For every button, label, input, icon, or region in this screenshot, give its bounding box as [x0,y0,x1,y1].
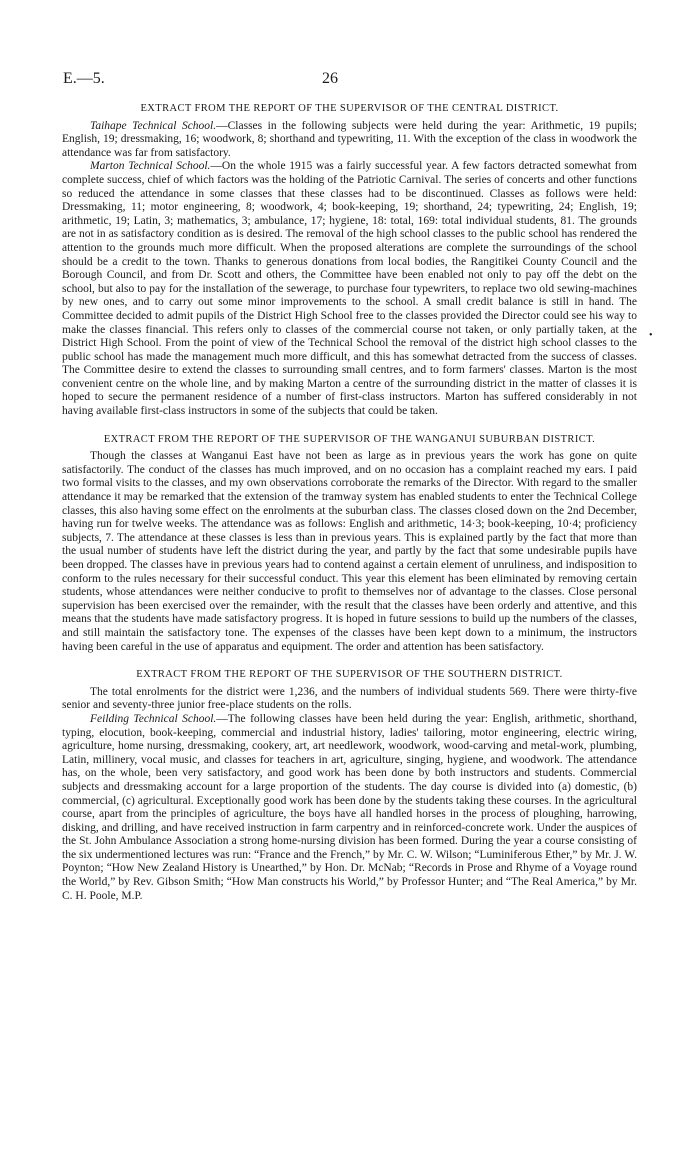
paragraph-marton [62,160,637,418]
paragraph-lead: Taihape Technical School. [90,119,217,132]
page-number: 26 [322,70,338,87]
paragraph-text: —Classes in the following subjects were held during the year: Arithmetic, 19 pupils; English, 19; dressmaking, 16; woodwork, 8; shorthand and typewriting, 11. With the exception of the class in woodwork the attendance was far from satisfactory. [62,119,637,159]
document-body [62,96,637,903]
paragraph-taihape [62,120,637,161]
section-heading: EXTRACT FROM THE REPORT OF THE SUPERVISOR OF THE SOUTHERN DISTRICT. [136,669,563,681]
paragraph-enrolments [62,686,637,713]
paragraph-text: —The following classes have been held during the year: English, arithmetic, shorthand, typing, elocution, book-keeping, commercial and industrial history, ladies' tailoring, motor engineering, electric wiring, agriculture, home nursing, dressmaking, cookery, art, art needlework, woodwork, wood-carving and metal-work, plumbing, Latin, millinery, vocal music, and classes for teachers in art, agriculture, singing, hygiene, and woodwork. The attendance has, on the whole, been very satisfactory, and good work has been done by both instructors and students. Commercial subjects and dressmaking account for a large proportion of the students. The day course is divided into (a) domestic, (b) commercial, (c) agricultural. Exceptionally good work has been done by the students taking these courses. In the agricultural course, apart from the principles of agriculture, the boys have all handled horses in the process of ploughing, harrowing, disking, and drilling, and have received instruction in farm carpentry and in reinforced-concrete work. Under the auspices of the St. John Ambulance Association a strong home-nursing division has been formed. During the year a course consisting of the six undermentioned lectures was run: “France and the French,” by Mr. C. W. Wilson; “Luminiferous Ether,” by Mr. J. W. Poynton; “How New Zealand History is Unearthed,” by Hon. Dr. McNab; “Records in Prose and Rhyme of a Voyage round the World,” by Rev. Gibson Smith; “How Man constructs his World,” by Professor Hunter; and “The Real America,” by Mr. C. H. Poole, M.P. [62,712,637,902]
paragraph-lead: Marton Technical School. [90,160,211,173]
section-wanganui-suburban-district [62,433,637,655]
paragraph-wanganui-east [62,450,637,654]
paragraph-feilding [62,713,637,903]
document-reference: E.—5. [63,70,105,87]
section-central-district [62,102,637,419]
margin-dot: • [649,330,653,341]
section-heading: EXTRACT FROM THE REPORT OF THE SUPERVISOR OF THE CENTRAL DISTRICT. [140,103,559,114]
paragraph-text: The total enrolments for the district were 1,236, and the numbers of individual students 569. There were thirty-five senior and seventy-three junior free-place students on the rolls. [62,685,637,712]
paragraph-text: —On the whole 1915 was a fairly successful year. A few factors detracted somewhat from complete success, chief of which factors was the holding of the Patriotic Carnival. The series of concerts and other functions so reduced the attendance in some classes that these classes had to be discontinued. Classes as follows were held: Dressmaking, 11; motor engineering, 8; woodwork, 4; book-keeping, 19; shorthand, 24; typewriting, 24; English, 19; arithmetic, 19; Latin, 3; mathematics, 3; ambulance, 17; hygiene, 18: total, 169: total individual students, 81. The grounds are not in as satisfactory condition as is desired. The removal of the high school classes to the public school has rendered the attention to the grounds much more difficult. When the proposed alterations are complete the surroundings of the school should be a credit to the town. Thanks to generous donations from local bodies, the Rangitikei County Council and the Borough Council, and from Dr. Scott and others, the Committee have been enabled not only to pay off the debt on the school, but also to pay for the installation of the sewerage, to purchase four typewriters, to replace two old sewing-machines by new ones, and to carry out some minor improvements to the school. A small credit balance is still in hand. The Committee decided to admit pupils of the District High School free to the classes provided the Director could see his way to make the classes financial. This refers only to classes of the commercial course not taken, or only partially taken, at the District High School. From the point of view of the Technical School the removal of the district high school classes to the public school has made the management much more difficult, and this has somewhat detracted from the success of classes. The Committee desire to extend the classes to surrounding small centres, and to form farmers' classes. Marton is the most convenient centre on the whole line, and by making Marton a centre of the surrounding district in the matter of classes it is hoped to secure the permanent residence of a number of first-class instructors. Marton has suffered considerably in not having available first-class instructors in some of the subjects that could be taken. [62,160,638,418]
section-southern-district [62,668,637,903]
section-heading: EXTRACT FROM THE REPORT OF THE SUPERVISOR OF THE WANGANUI SUBURBAN DISTRICT. [103,433,596,445]
paragraph-text: Though the classes at Wanganui East have not been as large as in previous years the work has gone on quite satisfactorily. The conduct of the classes has much improved, and on no occasion has a complaint reached my ears. I paid two formal visits to the classes, and my own observations corroborate the remarks of the Director. With regard to the smaller attendance it may be remarked that the extension of the tramway system has enabled students to enter the Technical College classes, this also having some effect on the enrolments at the suburban class. The classes closed down on the 2nd December, having run for twelve weeks. The attendance was as follows: English and arithmetic, 14·3; book-keeping, 10·4; proficiency subjects, 7. The attendance at these classes is less than in previous years. This is explained partly by the fact that more than the usual number of students have left the district during the year, and partly by the fact that some undesirable pupils have been dropped. The classes have in previous years had to contend against a certain element of unruliness, and indisposition to conform to the rules necessary for their successful conduct. This year this element has been eliminated by removing certain students, whose attendances were neither conducive to profit to themselves nor of advantage to the classes. Close personal supervision has been exercised over the remainder, with the result that the classes have been orderly and attentive, and this means that the students have made satisfactory progress. It is hoped in future sessions to build up the numbers of the classes, and still maintain the satisfactory tone. The expenses of the classes have been kept down to a minimum, the instructors having been careful in the use of apparatus and equipment. The order and attention has been satisfactory. [62,450,637,653]
paragraph-lead: Feilding Technical School. [90,712,217,725]
